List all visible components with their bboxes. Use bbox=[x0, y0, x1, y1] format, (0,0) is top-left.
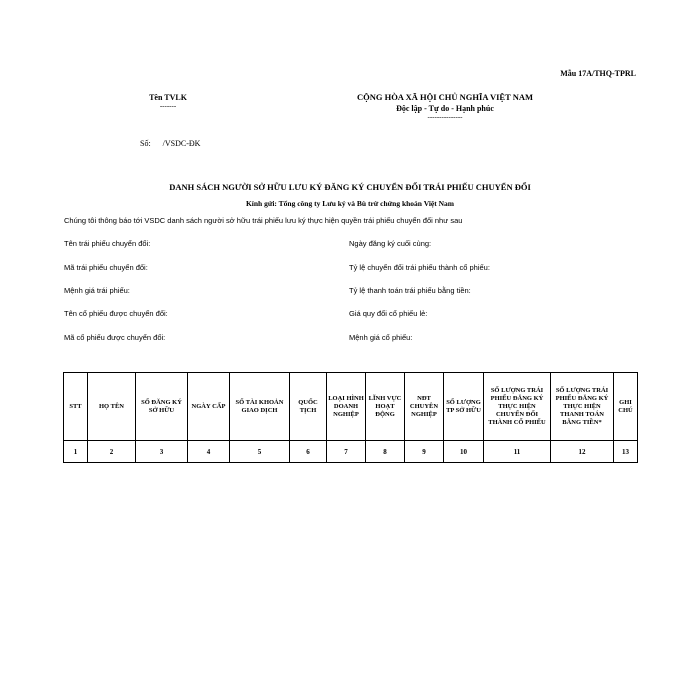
field-converted-stock-code: Mã cổ phiếu được chuyển đổi: bbox=[64, 333, 166, 342]
column-header: LĨNH VỰC HOẠT ĐỘNG bbox=[366, 373, 405, 441]
table-header-row bbox=[64, 373, 638, 441]
field-stock-par-value: Mệnh giá cổ phiếu: bbox=[349, 333, 413, 342]
document-title: DANH SÁCH NGƯỜI SỞ HỮU LƯU KÝ ĐĂNG KÝ CHUYỂN ĐỔI TRÁI PHIẾU CHUYỂN ĐỔI bbox=[169, 182, 531, 192]
column-header: NGÀY CẤP bbox=[188, 373, 230, 441]
column-number-cell: 1 bbox=[64, 441, 88, 463]
column-number-cell: 2 bbox=[88, 441, 136, 463]
field-bond-par-value: Mệnh giá trái phiếu: bbox=[64, 286, 130, 295]
column-header: QUỐC TỊCH bbox=[290, 373, 327, 441]
column-number-cell: 7 bbox=[327, 441, 366, 463]
field-odd-lot-price: Giá quy đổi cổ phiếu lẻ: bbox=[349, 309, 428, 318]
field-bond-code: Mã trái phiếu chuyển đổi: bbox=[64, 263, 148, 272]
intro-paragraph: Chúng tôi thông báo tới VSDC danh sách người sở hữu trái phiếu lưu ký thực hiện quyền trái phiếu chuyển đổi như sau bbox=[64, 216, 463, 225]
national-header bbox=[330, 92, 560, 121]
column-header: LOẠI HÌNH DOANH NGHIỆP bbox=[327, 373, 366, 441]
recipient-line: Kính gửi: Tổng công ty Lưu ký và Bù trừ chứng khoán Việt Nam bbox=[245, 199, 455, 208]
number-code: /VSDC-ĐK bbox=[162, 139, 201, 148]
column-number-cell: 5 bbox=[230, 441, 290, 463]
column-header: GHI CHÚ bbox=[614, 373, 638, 441]
column-header: SỐ TÀI KHOẢN GIAO DỊCH bbox=[230, 373, 290, 441]
field-cash-payment-ratio: Tỷ lệ thanh toán trái phiếu bằng tiền: bbox=[349, 286, 471, 295]
column-number-cell: 9 bbox=[405, 441, 444, 463]
column-number-cell: 3 bbox=[136, 441, 188, 463]
number-label: Số: bbox=[140, 139, 151, 148]
form-code: Mẫu 17A/THQ-TPRL bbox=[560, 69, 636, 78]
column-number-cell: 12 bbox=[551, 441, 614, 463]
field-bond-name: Tên trái phiếu chuyển đổi: bbox=[64, 239, 151, 248]
member-name: Tên TVLK bbox=[149, 93, 187, 102]
column-number-cell: 6 bbox=[290, 441, 327, 463]
nation-name: CỘNG HÒA XÃ HỘI CHỦ NGHĨA VIỆT NAM bbox=[356, 92, 534, 102]
field-record-date: Ngày đăng ký cuối cùng: bbox=[349, 239, 432, 248]
national-motto: Độc lập - Tự do - Hạnh phúc bbox=[396, 104, 494, 113]
column-header: SỐ LƯỢNG TRÁI PHIẾU ĐĂNG KÝ THỰC HIỆN THANH TOÁN BẰNG TIỀN* bbox=[551, 373, 614, 441]
table-row bbox=[64, 441, 638, 463]
holders-table bbox=[63, 372, 638, 463]
field-converted-stock-name: Tên cổ phiếu được chuyển đổi: bbox=[64, 309, 168, 318]
column-header: HỌ TÊN bbox=[88, 373, 136, 441]
column-header: STT bbox=[64, 373, 88, 441]
issuer-block bbox=[128, 92, 208, 110]
field-conversion-ratio: Tỷ lệ chuyển đổi trái phiếu thành cổ phiếu: bbox=[349, 263, 490, 272]
column-header: SỐ ĐĂNG KÝ SỞ HỮU bbox=[136, 373, 188, 441]
column-header: SỐ LƯỢNG TRÁI PHIẾU ĐĂNG KÝ THỰC HIỆN CHUYỂN ĐỔI THÀNH CỔ PHIẾU bbox=[484, 373, 551, 441]
member-name-underline: ------- bbox=[159, 102, 177, 110]
column-header: NĐT CHUYÊN NGHIỆP bbox=[405, 373, 444, 441]
column-header: SỐ LƯỢNG TP SỞ HỮU bbox=[444, 373, 484, 441]
column-number-cell: 13 bbox=[614, 441, 638, 463]
column-number-cell: 8 bbox=[366, 441, 405, 463]
document-number bbox=[140, 139, 200, 148]
column-number-cell: 10 bbox=[444, 441, 484, 463]
column-number-cell: 11 bbox=[484, 441, 551, 463]
column-number-cell: 4 bbox=[188, 441, 230, 463]
motto-underline: --------------- bbox=[427, 113, 463, 121]
